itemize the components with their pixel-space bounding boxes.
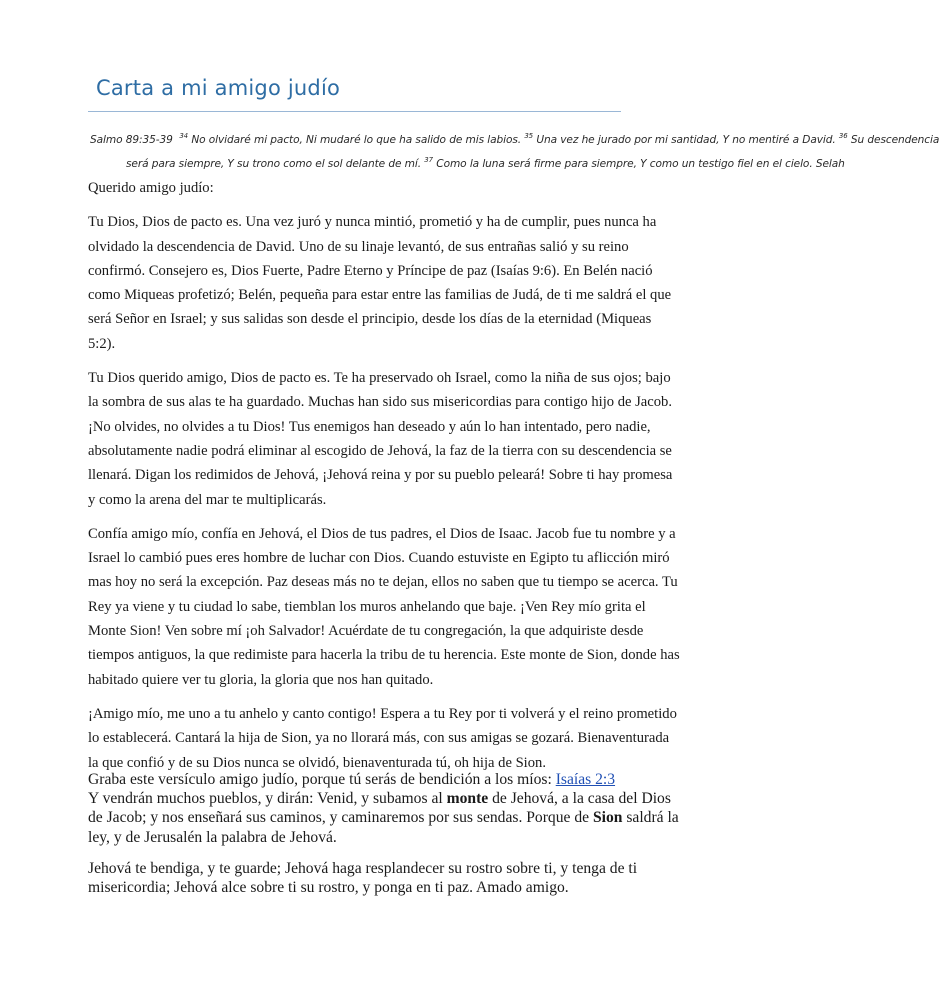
- verse-number: 34: [179, 132, 189, 140]
- verse-text: de Jehová, a la casa del Dios de Jacob; y nos enseñará sus caminos, y caminaremos por sus sendas. Porque de: [88, 790, 671, 827]
- title-divider: [88, 111, 621, 112]
- epigraph-psalm: [90, 126, 939, 174]
- paragraph: Confía amigo mío, confía en Jehová, el Dios de tus padres, el Dios de Isaac. Jacob fue tu nombre y a Israel lo cambió pues eres hombre de luchar con Dios. Cuando estuviste en Egipto tu aflicción miró mas hoy no será la excepción. Paz deseas más no te dejan, ellos no saben que tu tiempo se acerca. Tu Rey ya viene y tu ciudad lo sabe, tiemblan los muros anhelando que baje. ¡Ven Rey mío grita el Monte Sion! Ven sobre mí ¡oh Salvador! Acuérdate de tu congregación, la que adquiriste desde tiempos antiguos, la que redimiste para hacerla la tribu de tu herencia. Este monte de Sion, donde has habitado quiere ver tu gloria, la gloria que nos han quitado.: [88, 525, 680, 688]
- salutation: Querido amigo judío:: [88, 180, 214, 196]
- bold-word: Sion: [592, 809, 623, 827]
- verse-text: Una vez he jurado por mi santidad, Y no mentiré a David.: [536, 134, 836, 146]
- closing-section: [88, 770, 684, 909]
- verse-text: Su descendencia: [850, 134, 939, 146]
- verse-text: saldrá la ley, y de Jerusalén la palabra de Jehová.: [88, 809, 679, 846]
- epigraph-reference: Salmo 89:35-39: [90, 134, 173, 146]
- epigraph-line-2: [90, 150, 845, 174]
- verse-text: No olvidaré mi pacto, Ni mudaré lo que ha salido de mis labios.: [191, 134, 522, 146]
- verse-text: será para siempre, Y su trono como el sol delante de mí.: [126, 158, 421, 170]
- letter-body: [88, 176, 682, 785]
- closing-intro: Graba este versículo amigo judío, porque tú serás de bendición a los míos:: [88, 771, 556, 788]
- epigraph-line-1: [90, 126, 939, 150]
- paragraph: Tu Dios, Dios de pacto es. Una vez juró y nunca mintió, prometió y ha de cumplir, pues nunca ha olvidado la descendencia de David. Uno de su linaje levantó, de sus entrañas salió y su reino confirmó. Consejero es, Dios Fuerte, Padre Eterno y Príncipe de paz (Isaías 9:6). En Belén nació como Miqueas profetizó; Belén, pequeña para estar entre las familias de Judá, de ti me saldrá el que será Señor en Israel; y sus salidas son desde el principio, desde los días de la eternidad (Miqueas 5:2).: [88, 214, 672, 352]
- page-title: Carta a mi amigo judío: [96, 76, 341, 100]
- verse-number: 36: [838, 132, 848, 140]
- verse-number: 37: [424, 156, 433, 164]
- verse-text: Como la luna será firme para siempre, Y como un testigo fiel en el cielo. Selah: [436, 158, 845, 170]
- closing-verse: [88, 770, 684, 847]
- paragraph: ¡Amigo mío, me uno a tu anhelo y canto contigo! Espera a tu Rey por ti volverá y el reino prometido lo establecerá. Cantará la hija de Sion, ya no llorará más, con sus amigas se gozará. Bienaventurada la que confió y de su Dios nunca se olvidó, bienaventurada tú, oh hija de Sion.: [88, 705, 677, 771]
- blessing: Jehová te bendiga, y te guarde; Jehová haga resplandecer su rostro sobre ti, y tenga de ti misericordia; Jehová alce sobre ti su rostro, y ponga en ti paz. Amado amigo.: [88, 859, 638, 897]
- isaias-link[interactable]: Isaías 2:3: [555, 771, 616, 788]
- verse-text: Y vendrán muchos pueblos, y dirán: Venid, y subamos al: [88, 790, 447, 808]
- verse-number: 35: [524, 132, 534, 140]
- bold-word: monte: [446, 790, 489, 808]
- paragraph: Tu Dios querido amigo, Dios de pacto es. Te ha preservado oh Israel, como la niña de sus ojos; bajo la sombra de sus alas te ha guardado. Muchas han sido sus misericordias para contigo hijo de Jacob. ¡No olvides, no olvides a tu Dios! Tus enemigos han deseado y aún lo han intentado, pero nadie, absolutamente nadie podrá eliminar al escogido de Jehová, la faz de la tierra con su descendencia se llenará. Digan los redimidos de Jehová, ¡Jehová reina y por su pueblo peleará! Sobre ti hay promesa y como la arena del mar te multiplicarás.: [88, 370, 673, 508]
